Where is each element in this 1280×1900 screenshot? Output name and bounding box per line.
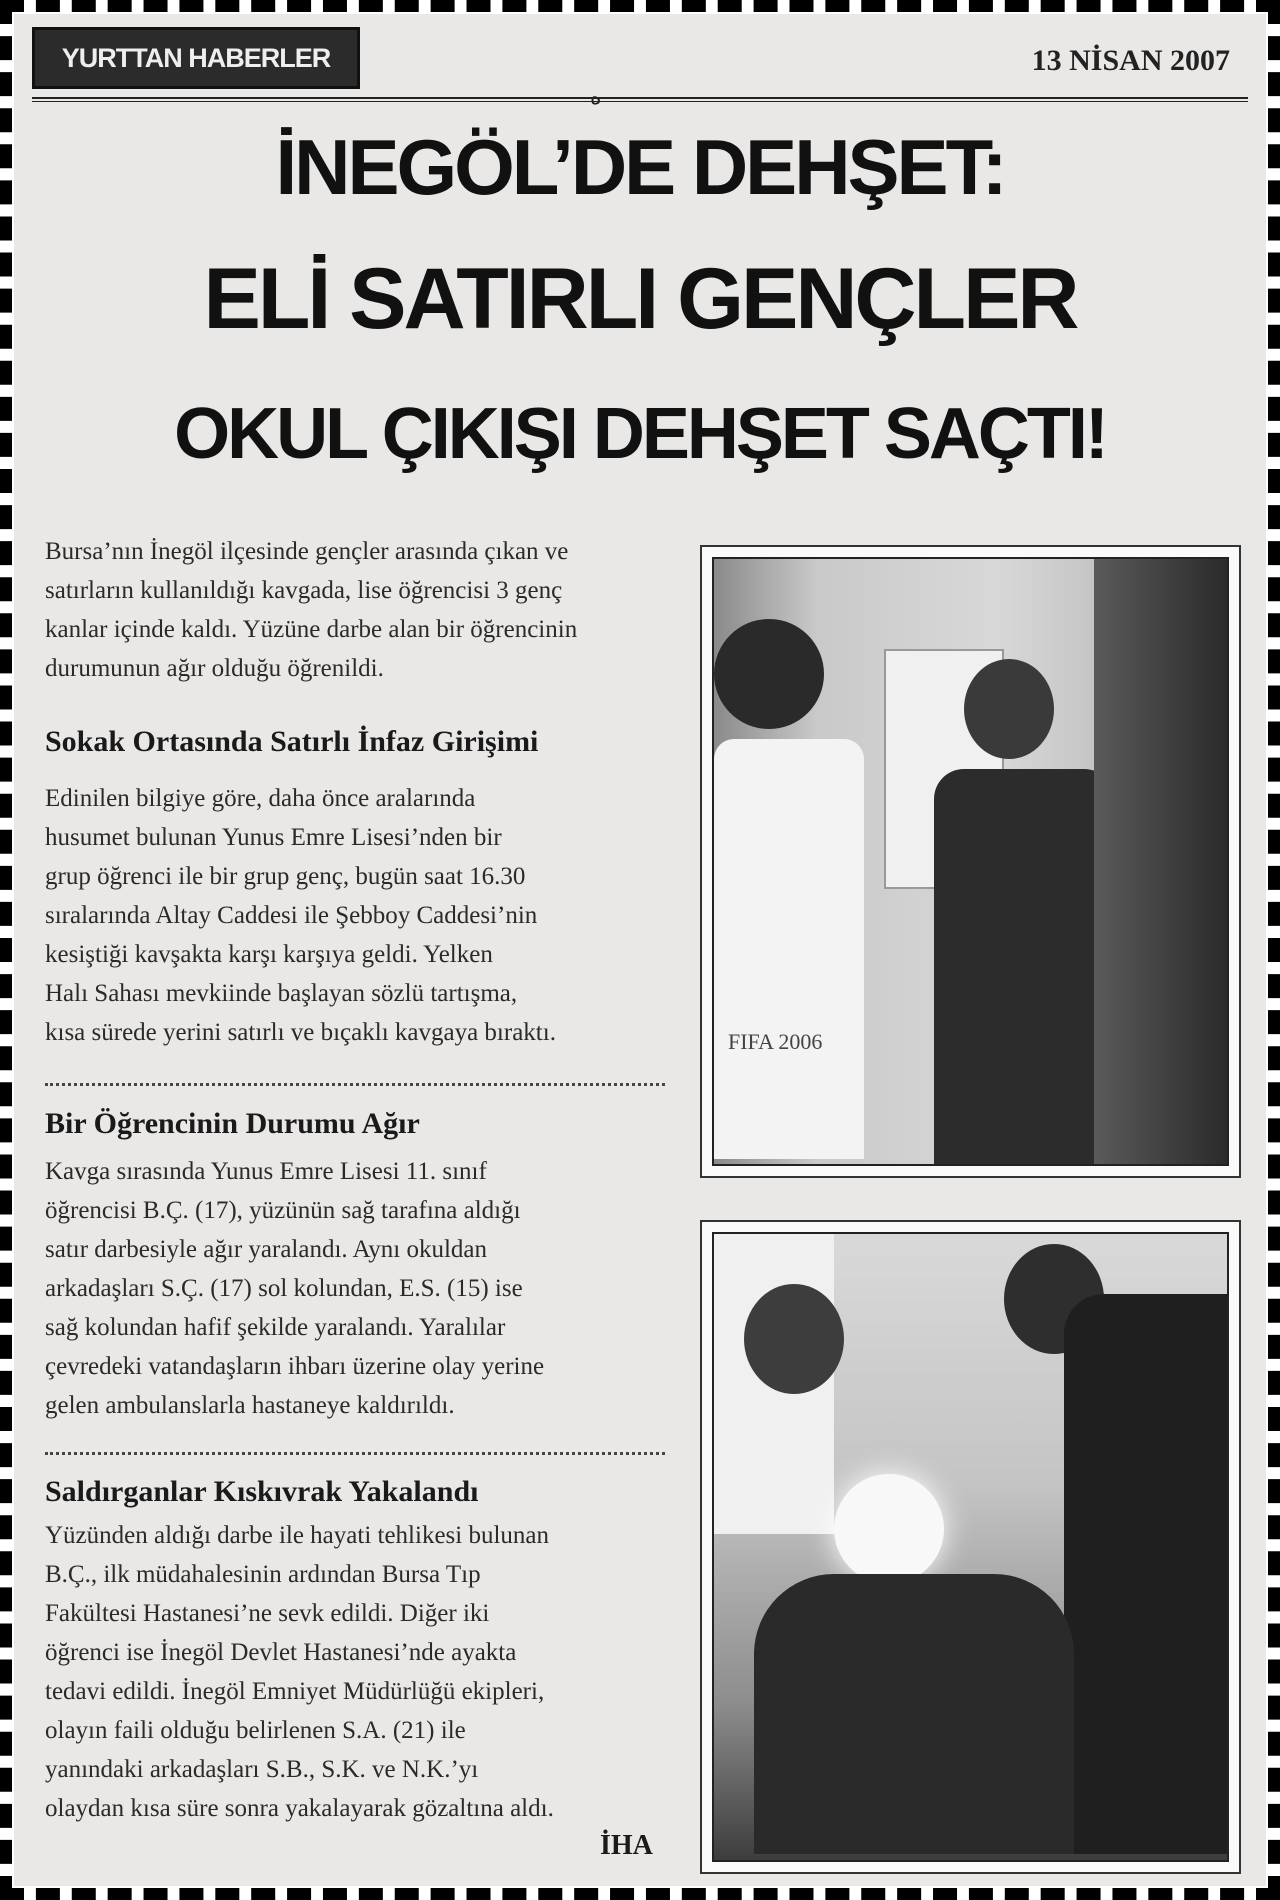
shirt-print: FIFA 2006 xyxy=(728,1029,823,1054)
person-head xyxy=(714,619,824,729)
news-agency-credit: İHA xyxy=(600,1830,653,1861)
text-line: yanındaki arkadaşları S.B., S.K. ve N.K.’yı xyxy=(45,1756,479,1783)
text-line: sıralarında Altay Caddesi ile Şebboy Caddesi’nin xyxy=(45,902,538,929)
section-divider xyxy=(45,1083,665,1086)
section-label-text: YURTTAN HABERLER xyxy=(61,42,331,73)
headline-line-1: İNEGÖL’DE DEHŞET: xyxy=(275,123,1005,211)
text-line: husumet bulunan Yunus Emre Lisesi’nden bir xyxy=(45,824,502,851)
text-line: kanlar içinde kaldı. Yüzüne darbe alan bir öğrencinin xyxy=(45,616,578,643)
text-line: Halı Sahası mevkiinde başlayan sözlü tartışma, xyxy=(45,980,518,1007)
text-line: kısa sürede yerini satırlı ve bıçaklı kavgaya bıraktı. xyxy=(45,1019,556,1046)
rule-ornament: ﻩ xyxy=(590,84,602,109)
headline-line-2: ELİ SATIRLI GENÇLER xyxy=(203,251,1077,347)
text-line: öğrenci ise İnegöl Devlet Hastanesi’nde ayakta xyxy=(45,1639,517,1666)
white-shirt xyxy=(714,739,864,1159)
issue-date: 13 NİSAN 2007 xyxy=(1031,44,1230,77)
text-line: satır darbesiyle ağır yaralandı. Aynı okuldan xyxy=(45,1236,488,1263)
subheading-3: Saldırganlar Kıskıvrak Yakalandı xyxy=(45,1475,479,1508)
text-line: çevredeki vatandaşların ihbarı üzerine olay yerine xyxy=(45,1353,545,1380)
doctor-head xyxy=(744,1284,844,1394)
text-line: tedavi edildi. İnegöl Emniyet Müdürlüğü ekipleri, xyxy=(45,1678,545,1705)
text-line: Yüzünden aldığı darbe ile hayati tehlikesi bulunan xyxy=(45,1522,550,1549)
photo-injured-students xyxy=(700,545,1241,1178)
section-1-paragraph xyxy=(45,779,670,1052)
subheading-2: Bir Öğrencinin Durumu Ağır xyxy=(45,1107,420,1140)
subheading-1: Sokak Ortasında Satırlı İnfaz Girişimi xyxy=(45,725,539,758)
nurse-uniform xyxy=(1064,1294,1229,1854)
person-head xyxy=(964,659,1054,759)
patient-face xyxy=(834,1474,944,1584)
text-line: B.Ç., ilk müdahalesinin ardından Bursa Tıp xyxy=(45,1561,481,1588)
text-line: olayın faili olduğu belirlenen S.A. (21) ile xyxy=(45,1717,466,1744)
text-line: Edinilen bilgiye göre, daha önce aralarında xyxy=(45,785,476,812)
text-line: gelen ambulanslarla hastaneye kaldırıldı. xyxy=(45,1392,455,1419)
text-line: kesiştiği kavşakta karşı karşıya geldi. Yelken xyxy=(45,941,493,968)
photo-hospital-treatment xyxy=(700,1220,1241,1874)
patient-body xyxy=(754,1574,1074,1854)
intro-paragraph xyxy=(45,532,670,688)
text-line: arkadaşları S.Ç. (17) sol kolundan, E.S. (15) ise xyxy=(45,1275,523,1302)
headline-line-3: OKUL ÇIKIŞI DEHŞET SAÇTI! xyxy=(174,394,1106,474)
section-label xyxy=(32,27,360,89)
text-line: sağ kolundan hafif şekilde yaralandı. Yaralılar xyxy=(45,1314,506,1341)
section-3-paragraph xyxy=(45,1516,670,1828)
dark-jacket xyxy=(934,769,1114,1166)
section-divider xyxy=(45,1452,665,1455)
text-line: olaydan kısa süre sonra yakalayarak gözaltına aldı. xyxy=(45,1795,554,1822)
text-line: satırların kullanıldığı kavgada, lise öğrencisi 3 genç xyxy=(45,577,563,604)
text-line: Bursa’nın İnegöl ilçesinde gençler arasında çıkan ve xyxy=(45,538,569,565)
person-edge xyxy=(1094,559,1229,1164)
text-line: grup öğrenci ile bir grup genç, bugün saat 16.30 xyxy=(45,863,526,890)
text-line: Kavga sırasında Yunus Emre Lisesi 11. sınıf xyxy=(45,1158,487,1185)
section-2-paragraph xyxy=(45,1152,670,1425)
text-line: durumunun ağır olduğu öğrenildi. xyxy=(45,655,384,682)
text-line: Fakültesi Hastanesi’ne sevk edildi. Diğer iki xyxy=(45,1600,490,1627)
text-line: öğrencisi B.Ç. (17), yüzünün sağ tarafına aldığı xyxy=(45,1197,521,1224)
header-rule xyxy=(32,97,1248,102)
